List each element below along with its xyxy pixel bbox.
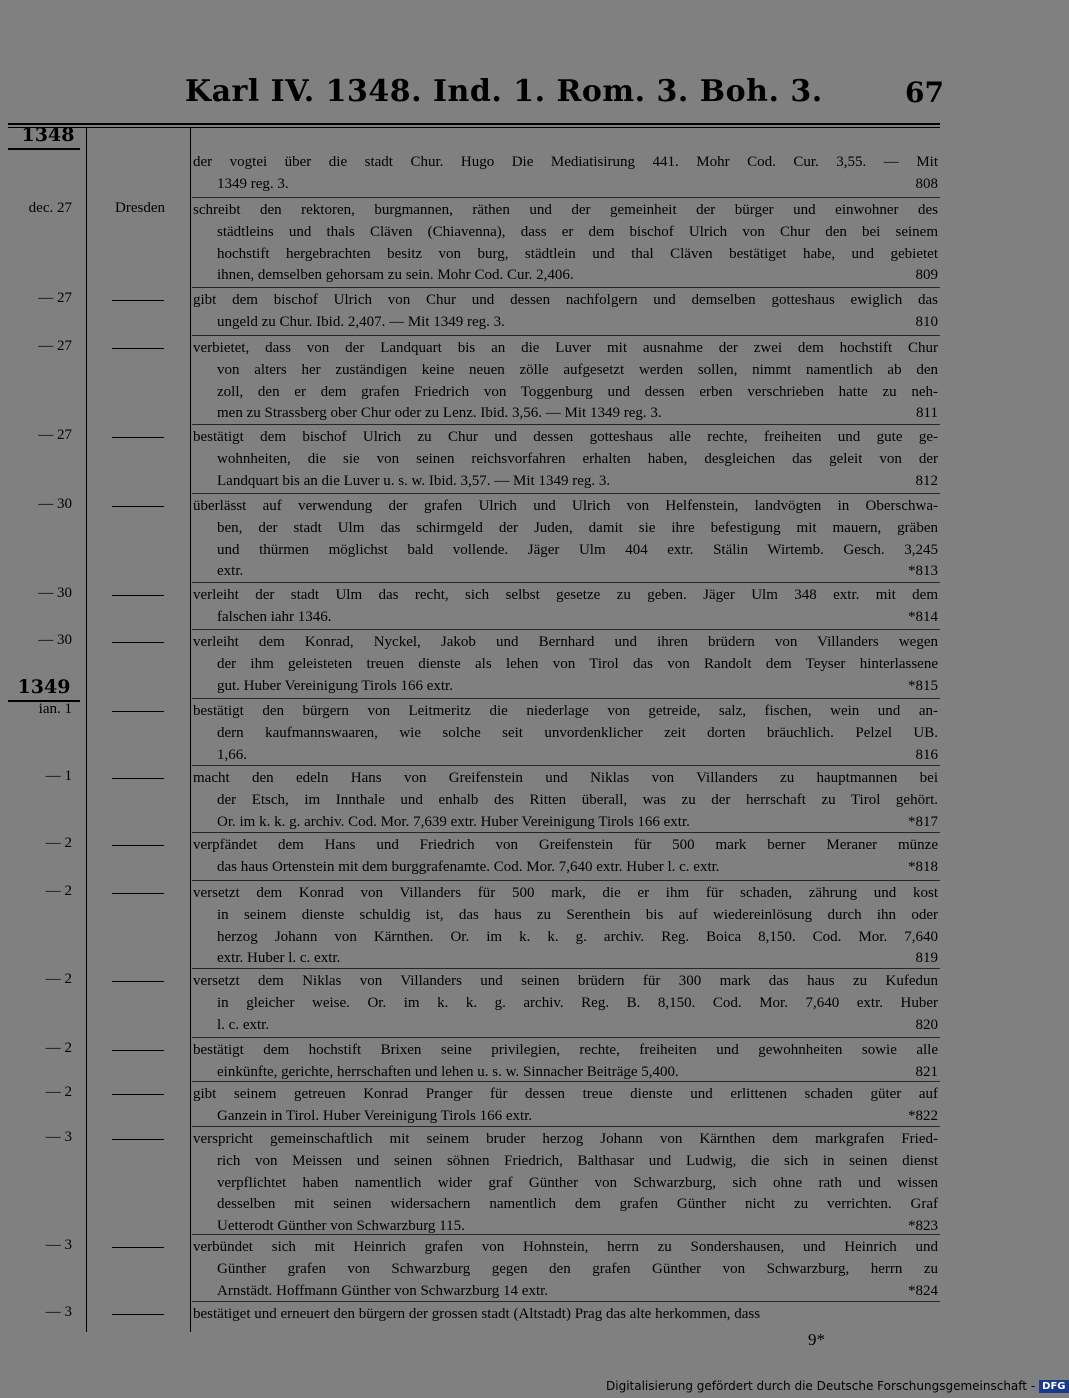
entry-date: — 30 bbox=[38, 585, 72, 601]
entry-number: *815 bbox=[908, 677, 938, 694]
register-entry bbox=[193, 883, 938, 970]
entry-line bbox=[193, 1015, 938, 1037]
entry-line bbox=[193, 1173, 938, 1195]
entry-text: Landquart bis an die Luver u. s. w. Ibid. 3,57. — Mit 1349 reg. 3. bbox=[217, 472, 611, 489]
entry-date: — 1 bbox=[45, 768, 72, 784]
running-header bbox=[0, 74, 1000, 114]
entry-number: 812 bbox=[915, 472, 938, 489]
entry-text: bestätigt dem bischof Ulrich zu Chur und dessen gotteshaus alle rechte, freiheiten und gute ge- bbox=[193, 429, 938, 445]
entry-text: verspricht gemeinschaftlich mit seinem bruder herzog Johann von Kärnthen dem markgrafen Fried- bbox=[193, 1131, 938, 1147]
entry-number: *818 bbox=[908, 858, 938, 875]
entry-separator bbox=[192, 1126, 940, 1127]
entry-text: verpfändet dem Hans und Friedrich von Greifenstein für 500 mark berner Meraner münze bbox=[193, 837, 938, 853]
entry-line bbox=[193, 312, 938, 334]
entry-separator bbox=[192, 698, 940, 699]
entry-separator bbox=[192, 968, 940, 969]
entry-text: gibt dem bischof Ulrich von Chur und dessen nachfolgern und demselben gotteshaus ewiglich das bbox=[193, 292, 938, 308]
column-divider-place bbox=[190, 127, 191, 1332]
entry-text: verbietet, dass von der Landquart bis an die Luver mit ausnahme der zwei dem hochstift Chur bbox=[193, 340, 938, 356]
entry-line bbox=[193, 790, 938, 812]
entry-separator bbox=[192, 335, 940, 336]
entry-number: *822 bbox=[908, 1107, 938, 1124]
place-ditto-dash bbox=[112, 845, 164, 846]
entry-separator bbox=[192, 629, 940, 630]
entry-date: — 2 bbox=[45, 883, 72, 899]
entry-line bbox=[193, 1304, 938, 1326]
entry-separator bbox=[192, 880, 940, 881]
header-rule bbox=[8, 123, 940, 125]
entry-separator bbox=[192, 1301, 940, 1302]
entry-line bbox=[193, 540, 938, 562]
entry-number: 819 bbox=[915, 950, 938, 967]
place-ditto-dash bbox=[112, 893, 164, 894]
entry-line bbox=[193, 403, 938, 425]
entry-line bbox=[193, 265, 938, 287]
entry-text: der Etsch, im Innthale und enhalb des Ritten überall, was zu der herrschaft zu Tirol gehört. bbox=[217, 791, 938, 808]
entry-text: gibt seinem getreuen Konrad Pranger für dessen treue dienste und erlittenen schaden güter auf bbox=[193, 1086, 938, 1102]
register-entry bbox=[193, 1237, 938, 1302]
entry-line bbox=[193, 1237, 938, 1259]
register-entry bbox=[193, 971, 938, 1036]
entry-number: *814 bbox=[908, 608, 938, 625]
entry-separator bbox=[192, 287, 940, 288]
entry-line bbox=[193, 927, 938, 949]
entry-line bbox=[193, 812, 938, 834]
entry-text: versetzt dem Niklas von Villanders und seinen brüdern für 300 mark das haus zu Kufedun bbox=[193, 973, 938, 989]
entry-line bbox=[193, 768, 938, 790]
footer-credit bbox=[606, 1379, 1069, 1393]
page-number: 67 bbox=[905, 76, 944, 109]
entry-date: — 30 bbox=[38, 632, 72, 648]
entry-text: dern kaufmannswaaren, wie solche seit unvordenklicher zeit dorten bräuchlich. Pelzel UB. bbox=[217, 724, 938, 741]
entry-line bbox=[193, 496, 938, 518]
entry-text: wohnheiten, die sie von seinen reichsvorfahren erhalten haben, desgleichen das geleit von der bbox=[217, 450, 938, 467]
entry-text: desselben mit seinen widersachern namentlich dem grafen Günther nicht zu verrichten. Graf bbox=[217, 1196, 938, 1213]
place-ditto-dash bbox=[112, 1247, 164, 1248]
entry-date: — 3 bbox=[45, 1237, 72, 1253]
entry-separator bbox=[192, 1037, 940, 1038]
register-entry bbox=[193, 200, 938, 287]
entry-text: in seinem dienste schuldig ist, das haus zu Serenthein bis auf wiedereinlösung durch ihn oder bbox=[217, 906, 938, 923]
register-entry bbox=[193, 835, 938, 879]
entry-date: — 2 bbox=[45, 1084, 72, 1100]
entry-text: bestätiget und erneuert den bürgern der grossen stadt (Altstadt) Prag das alte herkommen, dass bbox=[193, 1306, 761, 1322]
entry-line bbox=[193, 244, 938, 266]
signature-mark: 9* bbox=[808, 1330, 825, 1349]
entry-text: extr. Huber l. c. extr. bbox=[217, 950, 341, 967]
entry-text: herzog Johann von Kärnthen. Or. im k. k. g. archiv. Reg. Boica 8,150. Cod. Mor. 7,640 bbox=[217, 928, 938, 945]
entry-line bbox=[193, 993, 938, 1015]
entry-line bbox=[193, 971, 938, 993]
entry-line bbox=[193, 654, 938, 676]
entry-text: falschen iahr 1346. bbox=[217, 608, 332, 625]
entry-date: — 3 bbox=[45, 1304, 72, 1320]
entry-line bbox=[193, 585, 938, 607]
entry-number: 809 bbox=[915, 267, 938, 284]
entry-line bbox=[193, 471, 938, 493]
entry-text: bestätigt den bürgern von Leitmeritz die niederlage von getreide, salz, fischen, wein und an- bbox=[193, 703, 938, 719]
place-ditto-dash bbox=[112, 437, 164, 438]
entry-text: schreibt den rektoren, burgmannen, räthen und der gemeinheit der bürger und einwohner des bbox=[193, 202, 938, 218]
register-entry bbox=[193, 1084, 938, 1128]
entry-line bbox=[193, 427, 938, 449]
entry-line bbox=[193, 1281, 938, 1303]
place-ditto-dash bbox=[112, 595, 164, 596]
register-entry bbox=[193, 585, 938, 629]
entry-line bbox=[193, 518, 938, 540]
entry-line bbox=[193, 835, 938, 857]
place-ditto-dash bbox=[112, 1050, 164, 1051]
entry-text: Ganzein in Tirol. Huber Vereinigung Tirols 166 extr. bbox=[217, 1107, 533, 1124]
register-entry bbox=[193, 1040, 938, 1084]
place-ditto-dash bbox=[112, 778, 164, 779]
entry-number: *813 bbox=[908, 563, 938, 580]
register-entry bbox=[193, 152, 938, 196]
entry-line bbox=[193, 338, 938, 360]
entry-date: — 27 bbox=[38, 290, 72, 306]
entry-line bbox=[193, 1129, 938, 1151]
entry-line bbox=[193, 174, 938, 196]
entry-text: macht den edeln Hans von Greifenstein und Niklas von Villanders zu hauptmannen bei bbox=[193, 770, 938, 786]
footer-text: Digitalisierung gefördert durch die Deutsche Forschungsgemeinschaft - bbox=[606, 1379, 1036, 1393]
register-entry bbox=[193, 427, 938, 492]
entry-line bbox=[193, 632, 938, 654]
entry-line bbox=[193, 1194, 938, 1216]
entry-text: Or. im k. k. g. archiv. Cod. Mor. 7,639 extr. Huber Vereinigung Tirols 166 extr. bbox=[217, 813, 690, 830]
dfg-logo: DFG bbox=[1039, 1380, 1068, 1393]
entry-number: 820 bbox=[915, 1016, 938, 1033]
entry-text: überlässt auf verwendung der grafen Ulrich und Ulrich von Helfenstein, landvögten in Oberschwa- bbox=[193, 498, 938, 514]
entry-text: bestätigt dem hochstift Brixen seine privilegien, rechte, freiheiten und gewohnheiten sowie alle bbox=[193, 1042, 938, 1058]
entry-text: versetzt dem Konrad von Villanders für 500 mark, die er ihm für schaden, zährung und kost bbox=[193, 885, 938, 901]
place-ditto-dash bbox=[112, 1094, 164, 1095]
register-entry bbox=[193, 768, 938, 833]
entry-separator bbox=[192, 1234, 940, 1235]
entry-text: von alters her zuständigen keine neuen zölle aufgesetzt werden sollen, nimmt namentlich ab den bbox=[217, 361, 938, 378]
entry-text: extr. bbox=[217, 563, 244, 580]
entry-text: verleiht der stadt Ulm das recht, sich selbst gesetze zu geben. Jäger Ulm 348 extr. mit dem bbox=[193, 587, 938, 603]
entry-number: 821 bbox=[915, 1063, 938, 1080]
entry-date: — 2 bbox=[45, 835, 72, 851]
entry-date: — 27 bbox=[38, 427, 72, 443]
entry-line bbox=[193, 1259, 938, 1281]
column-divider-date bbox=[86, 127, 87, 1332]
entry-text: Uetterodt Günther von Schwarzburg 115. bbox=[217, 1218, 465, 1235]
entry-line bbox=[193, 745, 938, 767]
entry-date: dec. 27 bbox=[28, 200, 72, 216]
place-ditto-dash bbox=[112, 642, 164, 643]
entry-date: — 30 bbox=[38, 496, 72, 512]
place-ditto-dash bbox=[112, 506, 164, 507]
entry-line bbox=[193, 723, 938, 745]
entry-text: Arnstädt. Hoffmann Günther von Schwarzburg 14 extr. bbox=[217, 1282, 549, 1299]
entry-text: und thürmen möglichst bald vollende. Jäger Ulm 404 extr. Stälin Wirtemb. Gesch. 3,245 bbox=[217, 541, 938, 558]
entry-line bbox=[193, 1106, 938, 1128]
place-ditto-dash bbox=[112, 1314, 164, 1315]
year-underline bbox=[8, 148, 80, 150]
entry-number: *817 bbox=[908, 813, 938, 830]
entry-line bbox=[193, 561, 938, 583]
entry-line bbox=[193, 290, 938, 312]
entry-line bbox=[193, 1040, 938, 1062]
entry-date: — 2 bbox=[45, 971, 72, 987]
entry-text: verbündet sich mit Heinrich grafen von Hohnstein, herrn zu Sondershausen, und Heinrich und bbox=[193, 1239, 938, 1255]
entry-line bbox=[193, 857, 938, 879]
entry-text: in gleicher weise. Or. im k. k. g. archiv. Reg. B. 8,150. Cod. Mor. 7,640 extr. Huber bbox=[217, 994, 938, 1011]
entry-place: Dresden bbox=[115, 200, 165, 216]
entry-text: zoll, den er dem grafen Friedrich von Toggenburg und dessen erben verschrieben hatte zu neh- bbox=[217, 383, 938, 400]
entry-line bbox=[193, 200, 938, 222]
entry-text: ihnen, demselben gehorsam zu sein. Mohr Cod. Cur. 2,406. bbox=[217, 267, 574, 284]
year-heading-1349: 1349 bbox=[17, 676, 71, 698]
entry-date: — 2 bbox=[45, 1040, 72, 1056]
entry-text: der vogtei über die stadt Chur. Hugo Die Mediatisirung 441. Mohr Cod. Cur. 3,55. — Mit bbox=[193, 154, 938, 170]
entry-separator bbox=[192, 582, 940, 583]
entry-text: ben, der stadt Ulm das schirmgeld der Juden, damit sie ihre befestigung mit mauern, gräben bbox=[217, 519, 938, 536]
entry-number: *823 bbox=[908, 1218, 938, 1235]
entry-text: 1,66. bbox=[217, 746, 247, 763]
entry-text: rich von Meissen und seinen söhnen Friedrich, Balthasar und Ludwig, die sich in seinen dienst bbox=[217, 1152, 938, 1169]
entry-line bbox=[193, 905, 938, 927]
entry-text: Günther grafen von Schwarzburg gegen den grafen Günther von Schwarzburg, herrn zu bbox=[217, 1260, 938, 1277]
entry-date: — 27 bbox=[38, 338, 72, 354]
entry-text: das haus Ortenstein mit dem burggrafenamte. Cod. Mor. 7,640 extr. Huber l. c. extr. bbox=[217, 858, 720, 875]
header-rule-thin bbox=[8, 127, 940, 128]
entry-date: ian. 1 bbox=[38, 701, 72, 717]
entry-text: verleiht dem Konrad, Nyckel, Jakob und Bernhard und ihren brüdern von Villanders wegen bbox=[193, 634, 938, 650]
entry-line bbox=[193, 607, 938, 629]
entry-line bbox=[193, 1151, 938, 1173]
entry-text: ungeld zu Chur. Ibid. 2,407. — Mit 1349 reg. 3. bbox=[217, 313, 505, 330]
entry-text: 1349 reg. 3. bbox=[217, 175, 289, 192]
entry-text: l. c. extr. bbox=[217, 1016, 270, 1033]
entry-number: 808 bbox=[915, 175, 938, 192]
entry-text: der ihm geleisteten treuen dienste als lehen von Tirol das von Randolt dem Teyser hinterlassene bbox=[217, 655, 938, 672]
entry-line bbox=[193, 382, 938, 404]
place-ditto-dash bbox=[112, 348, 164, 349]
entry-separator bbox=[192, 1081, 940, 1082]
entry-line bbox=[193, 883, 938, 905]
entry-text: gut. Huber Vereinigung Tirols 166 extr. bbox=[217, 677, 453, 694]
entry-line bbox=[193, 449, 938, 471]
entry-line bbox=[193, 1084, 938, 1106]
entry-separator bbox=[192, 765, 940, 766]
entry-text: städtleins und thals Cläven (Chiavenna), dass er dem bischof Ulrich von Chur den bei seinem bbox=[217, 223, 938, 240]
entry-line bbox=[193, 676, 938, 698]
register-entry bbox=[193, 338, 938, 425]
entry-text: hochstift hergebrachten besitz von burg, städtlein und thal Cläven bestätiget habe, und gebietet bbox=[217, 245, 938, 262]
entry-number: 816 bbox=[915, 746, 938, 763]
place-ditto-dash bbox=[112, 1139, 164, 1140]
place-ditto-dash bbox=[112, 711, 164, 712]
register-entry bbox=[193, 701, 938, 766]
entry-line bbox=[193, 701, 938, 723]
entry-text: men zu Strassberg ober Chur oder zu Lenz. Ibid. 3,56. — Mit 1349 reg. 3. bbox=[217, 405, 662, 422]
entry-number: 811 bbox=[916, 405, 938, 422]
register-entry bbox=[193, 632, 938, 697]
entry-text: einkünfte, gerichte, herrschaften und lehen u. s. w. Sinnacher Beiträge 5,400. bbox=[217, 1063, 679, 1080]
entry-number: *824 bbox=[908, 1282, 938, 1299]
register-entry bbox=[193, 1304, 938, 1326]
entry-number: 810 bbox=[915, 313, 938, 330]
entry-date: — 3 bbox=[45, 1129, 72, 1145]
register-entry bbox=[193, 496, 938, 583]
entry-line bbox=[193, 152, 938, 174]
header-title: Karl IV. 1348. Ind. 1. Rom. 3. Boh. 3. bbox=[185, 74, 823, 109]
entry-line bbox=[193, 948, 938, 970]
entry-line bbox=[193, 360, 938, 382]
entry-separator bbox=[192, 493, 940, 494]
place-ditto-dash bbox=[112, 981, 164, 982]
year-heading-1348: 1348 bbox=[21, 124, 75, 146]
entry-separator bbox=[192, 832, 940, 833]
entry-separator bbox=[192, 197, 940, 198]
entry-line bbox=[193, 222, 938, 244]
entry-text: verpflichtet haben namentlich wider graf Günther von Schwarzburg, sich ohne rath und wissen bbox=[217, 1174, 938, 1191]
place-ditto-dash bbox=[112, 300, 164, 301]
register-entry bbox=[193, 1129, 938, 1238]
register-entry bbox=[193, 290, 938, 334]
entry-separator bbox=[192, 424, 940, 425]
